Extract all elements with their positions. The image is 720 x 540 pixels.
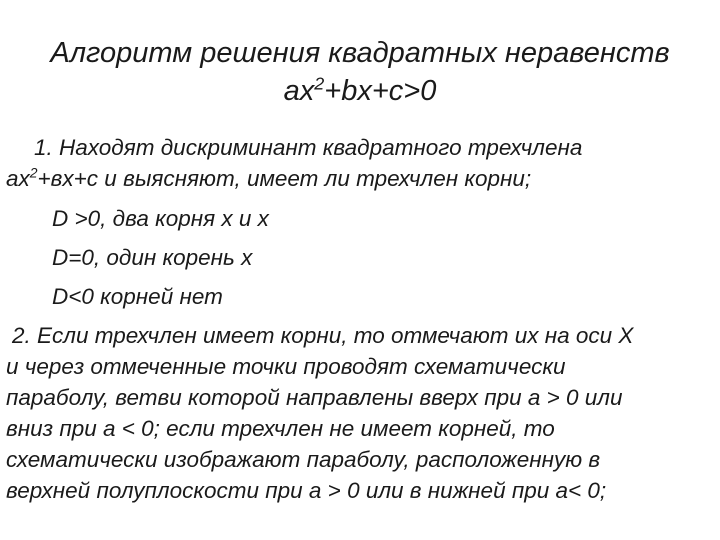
title-formula xyxy=(0,74,720,108)
formula-exponent: 2 xyxy=(314,73,325,94)
step2-line: параболу, ветви которой направлены вверх при а > 0 или xyxy=(6,385,623,410)
formula-part-2: +bx+c>0 xyxy=(324,75,437,107)
step2-line: верхней полуплоскости при а > 0 или в нижней при а< 0; xyxy=(6,478,607,503)
step2-line: 2. Если трехчлен имеет корни, то отмечают их на оси Х xyxy=(12,323,634,348)
step1-case-one-root: D=0, один корень х xyxy=(52,245,253,270)
step2-line: и через отмеченные точки проводят схематически xyxy=(6,354,566,379)
step2-line: схематически изображают параболу, расположенную в xyxy=(6,447,601,472)
step1-line2 xyxy=(6,165,531,193)
step1-line1: 1. Находят дискриминант квадратного трехчлена xyxy=(34,135,583,160)
step1-formula-part-1: ax xyxy=(6,166,30,191)
step1-case-two-roots: D >0, два корня х и х xyxy=(52,206,269,231)
step1-formula-part-2: +вх+с и выясняют, имеет ли трехчлен корни; xyxy=(37,166,532,191)
formula-part-1: ax xyxy=(283,75,315,107)
step2-line: вниз при а < 0; если трехчлен не имеет корней, то xyxy=(6,416,555,441)
slide-title: Алгоритм решения квадратных неравенств xyxy=(50,37,670,69)
step1-case-no-roots: D<0 корней нет xyxy=(52,284,223,309)
step1-formula-exponent: 2 xyxy=(29,164,38,181)
